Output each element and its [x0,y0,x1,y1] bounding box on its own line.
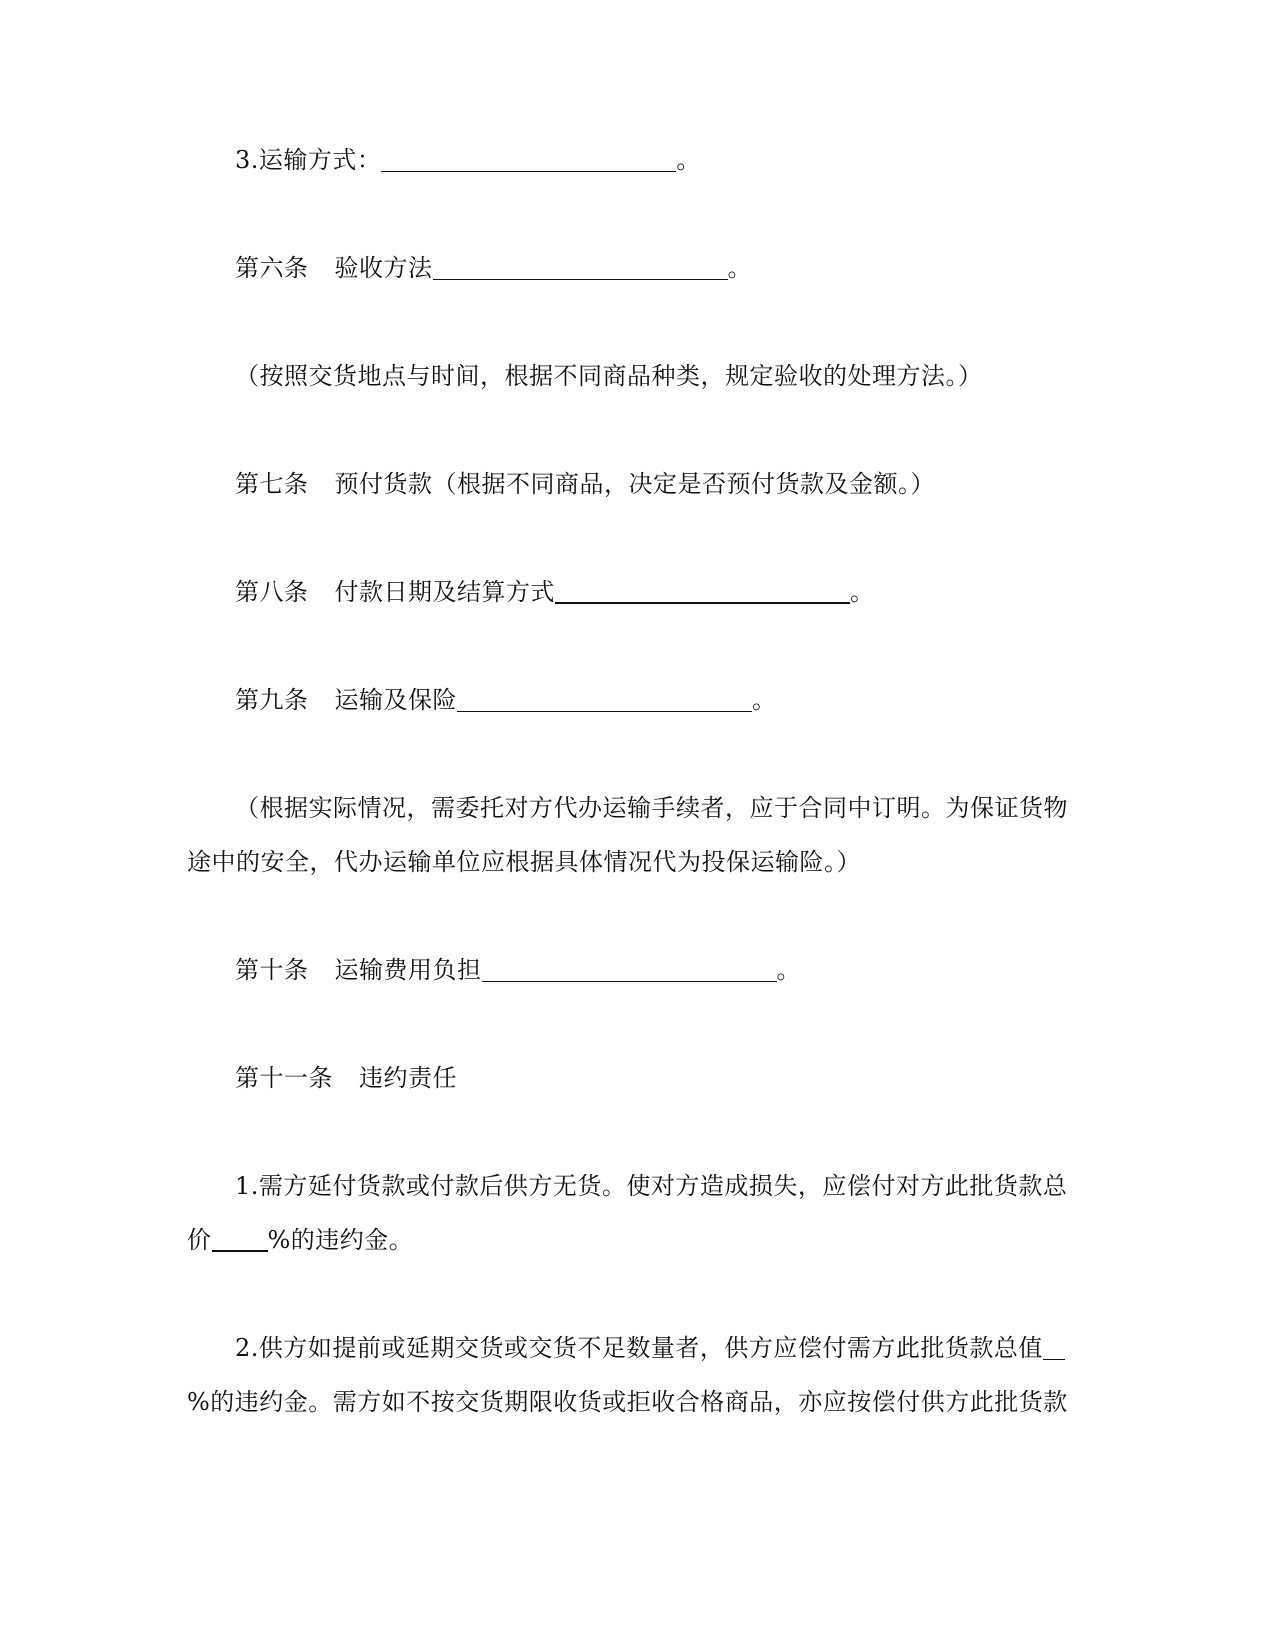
article-7-number: 第七条 [235,470,309,498]
period: 。 [752,686,777,714]
penalty-percent-blank-1[interactable] [212,1226,268,1252]
article-6-line [235,252,752,284]
clause-1-line-2 [187,1224,413,1256]
article-9-title: 运输及保险 [334,686,457,714]
article-10-line [235,954,801,986]
transport-method-blank[interactable] [381,147,676,172]
article-10-number: 第十条 [235,956,309,984]
clause-1-line-1: 1.需方延付货款或付款后供方无货。使对方造成损失，应偿付对方此批货款总 [235,1172,1068,1200]
payment-method-blank[interactable] [555,578,850,604]
article-9-number: 第九条 [235,686,309,714]
transport-insurance-blank[interactable] [457,687,752,712]
period: 。 [776,956,801,984]
inspection-method-blank[interactable] [433,255,728,280]
clause-2-line-1 [235,1332,1065,1364]
penalty-percent-blank-2[interactable] [1043,1335,1065,1360]
article-11-line [235,1062,457,1094]
clause-2-text: 2.供方如提前或延期交货或交货不足数量者，供方应偿付需方此批货款总值 [235,1334,1043,1362]
article-10-title: 运输费用负担 [334,956,482,984]
clause-1-suffix: %的违约金。 [267,1226,414,1254]
article-8-number: 第八条 [235,578,309,606]
article-6-note: （按照交货地点与时间，根据不同商品种类，规定验收的处理方法。） [235,362,983,390]
article-8-title: 付款日期及结算方式 [334,578,555,606]
clause-2-line-2: %的违约金。需方如不按交货期限收货或拒收合格商品，亦应按偿付供方此批货款 [187,1388,1068,1416]
period: 。 [676,146,701,174]
transport-method-line [235,144,701,176]
article-8-line [235,576,875,608]
article-6-title: 验收方法 [334,254,433,282]
period: 。 [727,254,752,282]
article-6-number: 第六条 [235,254,309,282]
article-11-title: 违约责任 [359,1064,457,1092]
article-7-line [235,468,935,500]
transport-method-label: 3.运输方式： [235,146,382,174]
article-9-note-line-2: 途中的安全，代办运输单位应根据具体情况代为投保运输险。） [187,848,861,876]
period: 。 [850,578,875,606]
article-7-title: 预付货款（根据不同商品，决定是否预付货款及金额。） [334,470,935,498]
article-9-note-line-1: （根据实际情况，需委托对方代办运输手续者，应于合同中订明。为保证货物 [235,794,1068,822]
article-11-number: 第十一条 [235,1064,333,1092]
article-9-line [235,684,777,716]
freight-cost-blank[interactable] [482,957,777,982]
clause-1-prefix: 价 [187,1226,212,1254]
